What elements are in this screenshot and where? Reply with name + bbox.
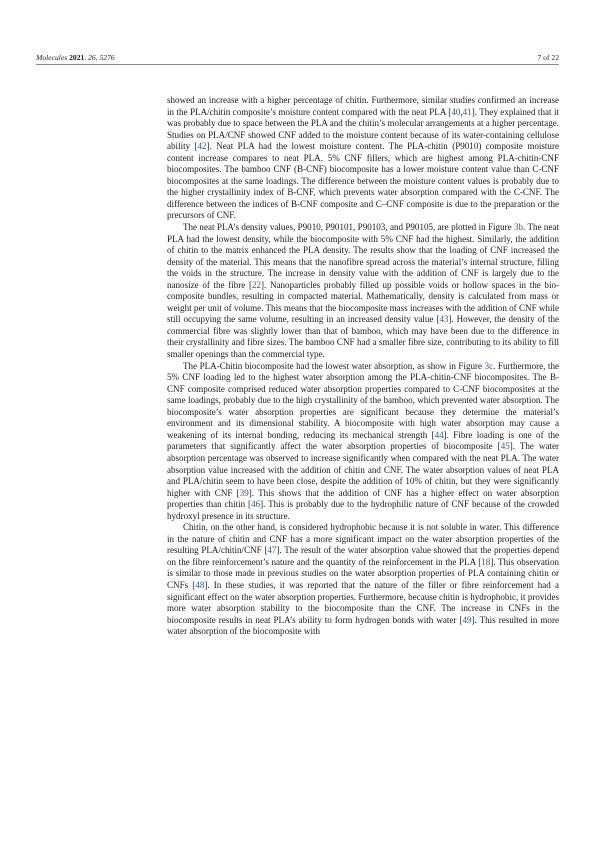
citation-link[interactable]: 47: [267, 545, 277, 556]
citation-link[interactable]: 42: [197, 141, 207, 152]
citation-link[interactable]: 40: [451, 106, 461, 117]
article-number: 5276: [99, 53, 115, 62]
journal-citation: Molecules 2021, 26, 5276: [36, 53, 115, 62]
paragraph: showed an increase with a higher percentage of chitin. Furthermore, similar studies confirmed an increase in the PLA/chitin composite’s moisture content compared with the neat PLA [40,41]. They explained that it was probably due to space between the PLA and the chitin’s molecular arrangements at a higher percentage. Studies on PLA/CNF showed CNF added to the moisture content because of its water-containing cellulose ability [42]. Neat PLA had the lowest moisture content. The PLA-chitin (P9010) composite moisture content increase compares to neat PLA. 5% CNF fillers, which are highest among PLA-chitin-CNF biocomposites. The bamboo CNF (B-CNF) biocomposite has a lower moisture content value than C-CNF biocomposites at the same loadings. The difference between the moisture content values is probably due to the higher crystallinity index of B-CNF, which prevents water absorption compared with the C-CNF. The difference between the indices of B-CNF composite and C–CNF composite is due to the preparation or the precursors of CNF.: [167, 95, 559, 221]
paragraph: The neat PLA’s density values, P9010, P90101, P90103, and P90105, are plotted in Figure 3b. The neat PLA had the lowest density, while the biocomposite with 5% CNF had the highest. Similarly, the addition of chitin to the matrix enhanced the PLA density. The results show that the loading of CNF increased the density of the material. This means that the nanofibre spread across the material’s internal structure, filling the voids in the structure. The increase in density value with the addition of CNF is largely due to the nanosize of the fibre [22]. Nanoparticles probably filled up possible voids or hollow spaces in the bio-composite bundles, resulting in compacted material. Mathematically, density is calculated from mass or weight per unit of volume. This means that the biocomposite mass increases with the addition of CNF while still occupying the same volume, resulting in an increased density value [43]. However, the density of the commercial fibre was slightly lower than that of bamboo, which may have been due to the difference in their crystallinity and fibre sizes. The bamboo CNF had a smaller fibre size, contributing to its ability to fill smaller openings than the commercial type.: [167, 222, 559, 360]
page-number: 7 of 22: [537, 53, 559, 62]
citation-link[interactable]: 46: [251, 499, 261, 510]
citation-link[interactable]: 22: [251, 279, 262, 290]
citation-link[interactable]: 44: [434, 429, 444, 440]
citation-link[interactable]: 49: [462, 614, 472, 625]
header-rule: [36, 64, 559, 65]
paragraph: The PLA-Chitin biocomposite had the lowest water absorption, as show in Figure 3c. Furthermore, the 5% CNF loading led to the highest water absorption among the PLA-chitin-CNF biocomposites. The B-CNF composite comprised reduced water absorption properties compared to C-CNF biocomposites at the same loadings, probably due to the high crystallinity of the bamboo, which prevented water absorption. The biocomposite’s water absorption properties are significant because they determine the material’s environment and its dimensional stability. A biocomposite with high water absorption may cause a weakening of its internal bonding, reducing its mechanical strength [44]. Fibre loading is one of the parameters that significantly affect the water absorption properties of biocomposite [45]. The water absorption percentage was observed to increase significantly when compared with the neat PLA. The water absorption value increased with the addition of chitin and CNF. The water absorption values of neat PLA and PLA/chitin seem to have been close, despite the addition of 10% of chitin, but they were significantly higher with CNF [39]. This shows that the addition of CNF has a higher effect on water absorption properties than chitin [46]. This is probably due to the hydrophilic nature of CNF because of the crowded hydroxyl presence in its structure.: [167, 360, 560, 521]
body-text: [167, 95, 559, 638]
citation-link[interactable]: 3b: [513, 222, 524, 233]
journal-year: 2021: [69, 53, 85, 62]
paragraph: Chitin, on the other hand, is considered hydrophobic because it is not soluble in water. This difference in the nature of chitin and CNF has a more significant impact on the water absorption properties of the resulting PLA/chitin/CNF [47]. The result of the water absorption value showed that the properties depend on the fibre reinforcement’s nature and the quantity of the reinforcement in the PLA [18]. This observation is similar to those made in previous studies on the water absorption properties of PLA containing chitin or CNFs [48]. In these studies, it was reported that the nature of the filler or fibre reinforcement had a significant effect on the water absorption properties. Furthermore, because chitin is hydrophobic, it provides more water absorption stability to the biocomposite than the CNF. The increase in CNFs in the biocomposite results in neat PLA’s ability to form hydrogen bonds with water [49]. This resulted in more water absorption of the biocomposite with: [167, 522, 559, 637]
citation-link[interactable]: 43: [439, 314, 449, 325]
citation-link[interactable]: 45: [500, 441, 510, 452]
citation-link[interactable]: 18: [481, 556, 491, 567]
journal-name: Molecules: [36, 53, 68, 62]
journal-volume: 26: [88, 53, 96, 62]
citation-link[interactable]: 41: [462, 106, 472, 117]
citation-link[interactable]: 39: [239, 487, 249, 498]
citation-link[interactable]: 3c: [484, 360, 494, 371]
citation-link[interactable]: 48: [195, 579, 205, 590]
